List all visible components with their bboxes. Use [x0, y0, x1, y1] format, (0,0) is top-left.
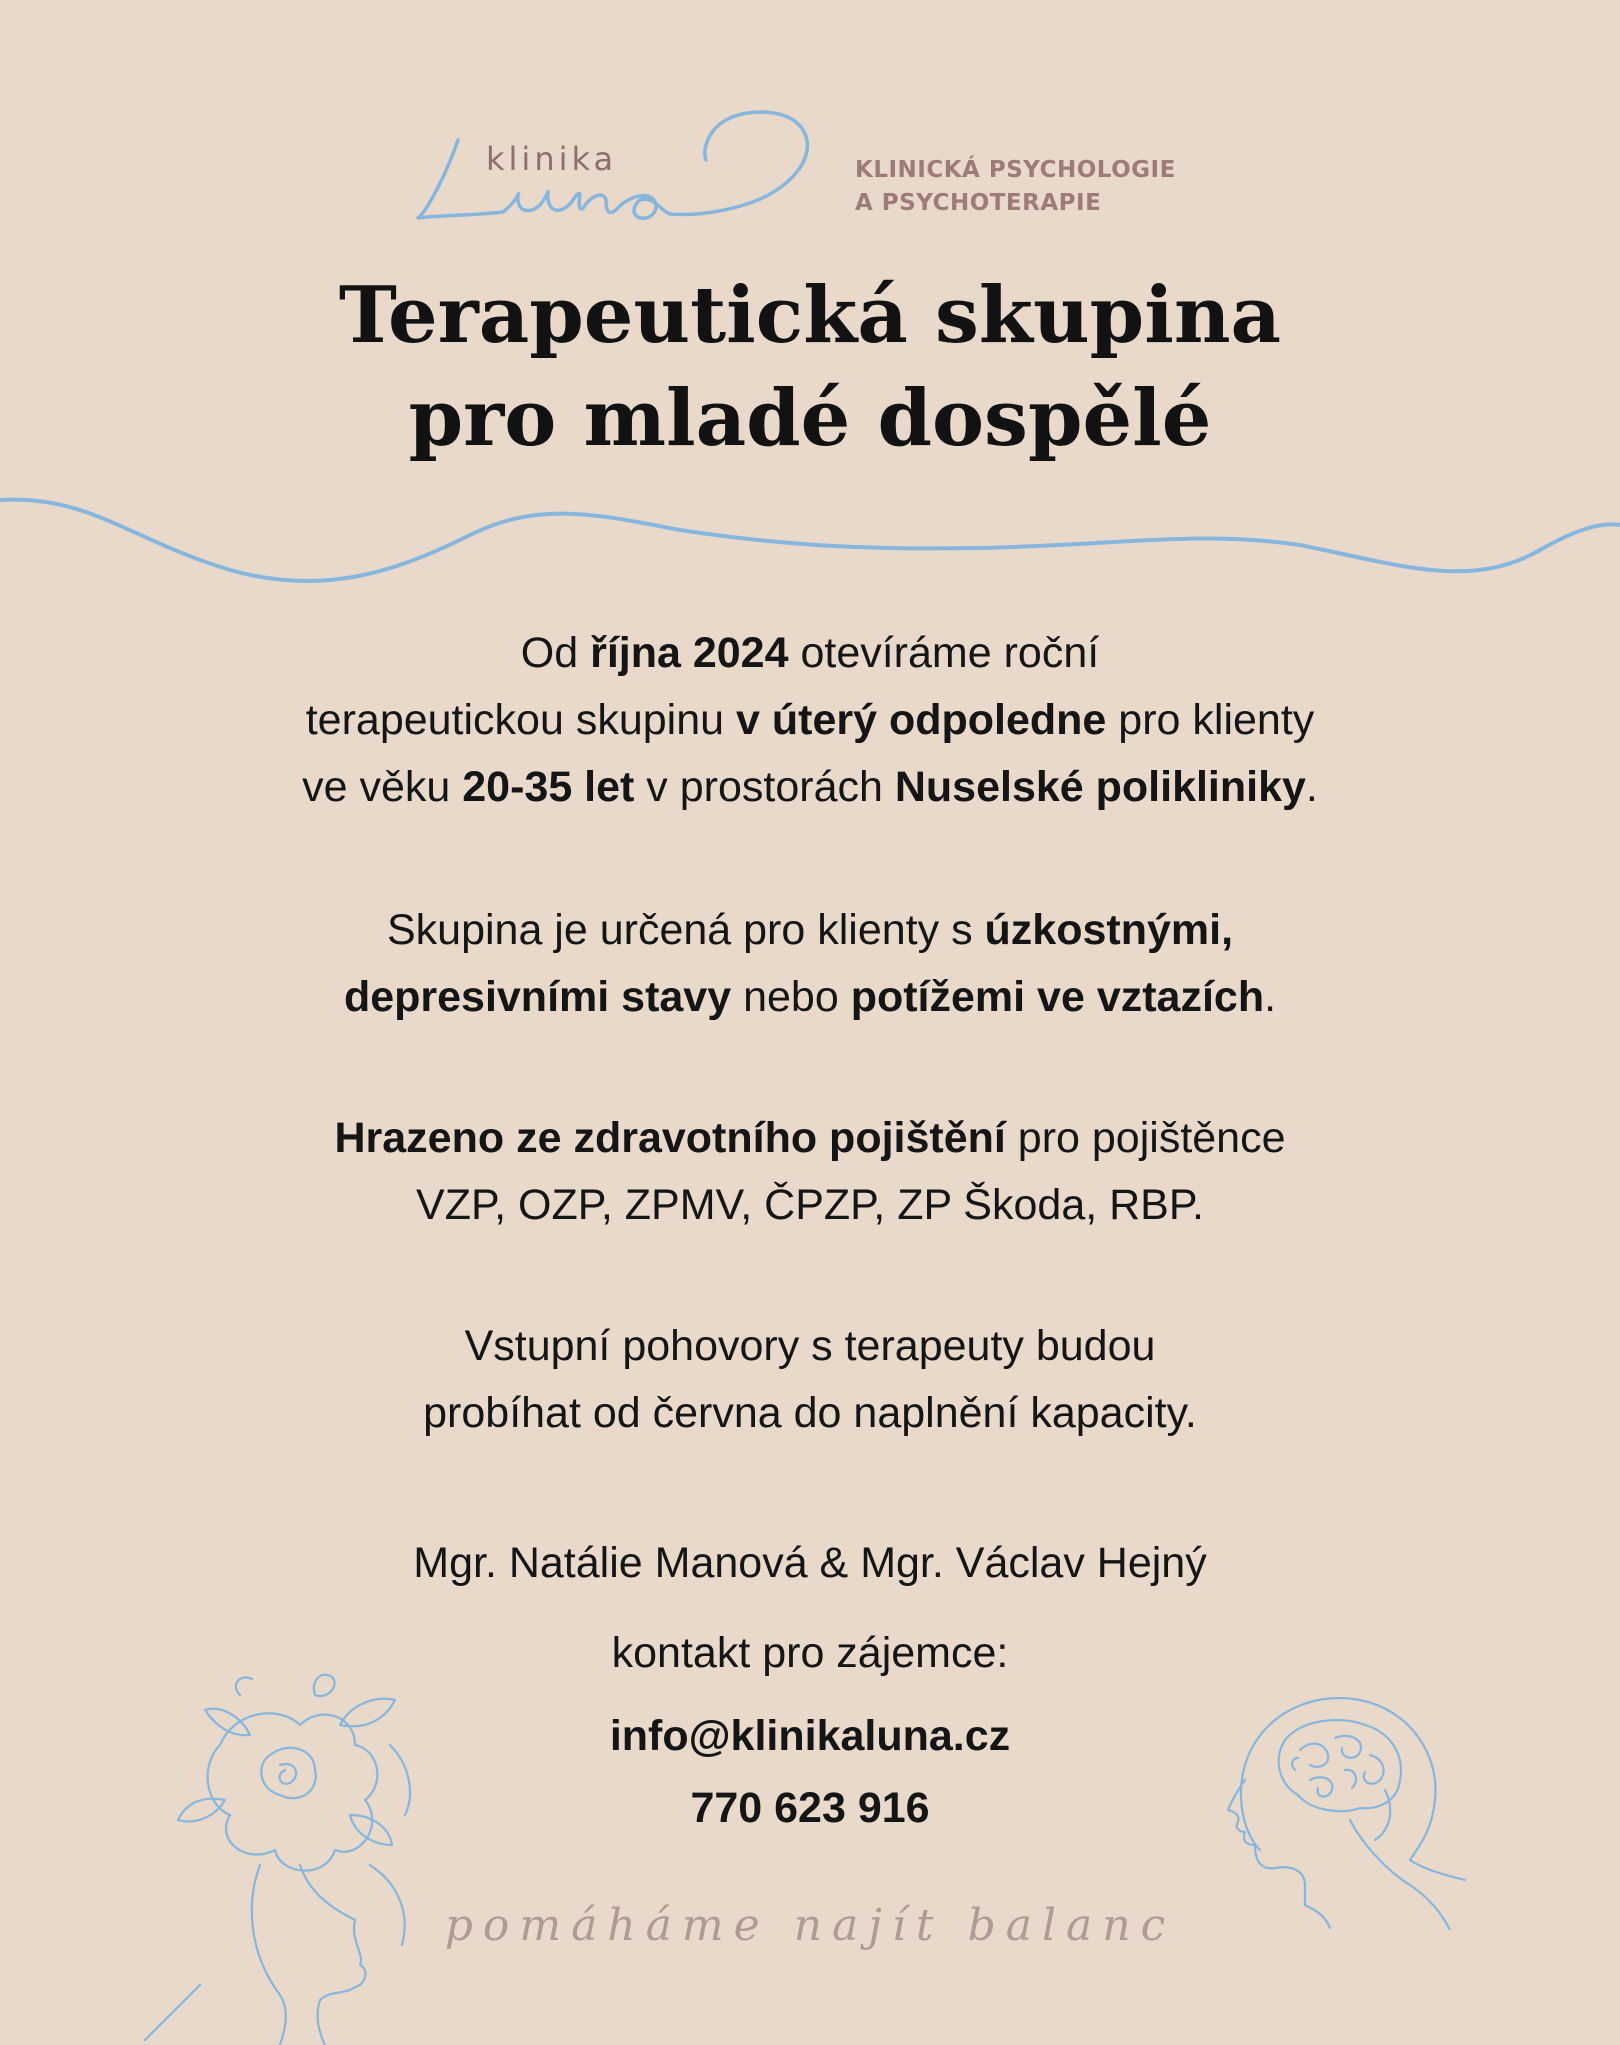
text: v prostorách: [634, 763, 895, 811]
text: ve věku: [302, 763, 463, 811]
paragraph-intro: [0, 620, 1620, 821]
woman-head-flowers-illustration: [140, 1665, 460, 2045]
logo-tagline-line1: KLINICKÁ PSYCHOLOGIE: [855, 157, 1176, 183]
text: nebo: [731, 973, 851, 1021]
location: Nuselské polikliniky: [894, 763, 1306, 811]
text: Skupina je určená pro klienty s: [386, 906, 985, 954]
text: terapeutickou skupinu: [305, 696, 736, 744]
interviews-line1: Vstupní pohovory s terapeuty budou: [464, 1322, 1156, 1370]
paragraph-interviews: [0, 1313, 1620, 1447]
text: pro pojištěnce: [1005, 1114, 1286, 1162]
intro-line3: [0, 754, 1620, 821]
start-date: října 2024: [590, 629, 789, 677]
interviews-line2: probíhat od června do naplnění kapacity.: [423, 1389, 1197, 1437]
insurance-line1: [0, 1105, 1620, 1172]
paragraph-target-group: [0, 897, 1620, 1031]
slogan: pomáháme najít balanc: [444, 1900, 1176, 1951]
condition: potížemi ve vztazích: [850, 973, 1265, 1021]
meeting-day: v úterý odpoledne: [736, 696, 1107, 744]
text: Od: [520, 629, 591, 677]
target-line2: [0, 964, 1620, 1031]
intro-line2: [0, 687, 1620, 754]
logo: [408, 100, 828, 240]
title-line1: Terapeutická skupina: [338, 270, 1282, 361]
luna-script-logo: [408, 100, 828, 240]
logo-tagline-line2: A PSYCHOTERAPIE: [855, 190, 1102, 216]
paragraph-insurance: [0, 1105, 1620, 1239]
text: otevíráme roční: [788, 629, 1100, 677]
page-title: [0, 264, 1620, 470]
condition: úzkostnými,: [984, 906, 1234, 954]
title-line2: pro mladé dospělé: [408, 373, 1212, 464]
logo-tagline: [855, 154, 1176, 220]
insurance-highlight: Hrazeno ze zdravotního pojištění: [334, 1114, 1006, 1162]
wave-line: [0, 470, 1620, 590]
text: .: [1264, 973, 1277, 1021]
text: .: [1305, 763, 1318, 811]
head-brain-illustration: [1210, 1670, 1470, 1930]
insurance-list: VZP, OZP, ZPMV, ČPZP, ZP Škoda, RBP.: [416, 1181, 1204, 1229]
text: pro klienty: [1106, 696, 1315, 744]
condition: depresivními stavy: [343, 973, 732, 1021]
logo-word: klinika: [486, 140, 618, 178]
contact-phone[interactable]: 770 623 916: [690, 1784, 930, 1832]
target-line1: [0, 897, 1620, 964]
intro-line1: [0, 620, 1620, 687]
therapists: Mgr. Natálie Manová & Mgr. Václav Hejný: [413, 1539, 1207, 1587]
age-range: 20-35 let: [462, 763, 635, 811]
contact-label: kontakt pro zájemce:: [611, 1629, 1009, 1677]
contact-email[interactable]: info@klinikaluna.cz: [609, 1712, 1011, 1760]
